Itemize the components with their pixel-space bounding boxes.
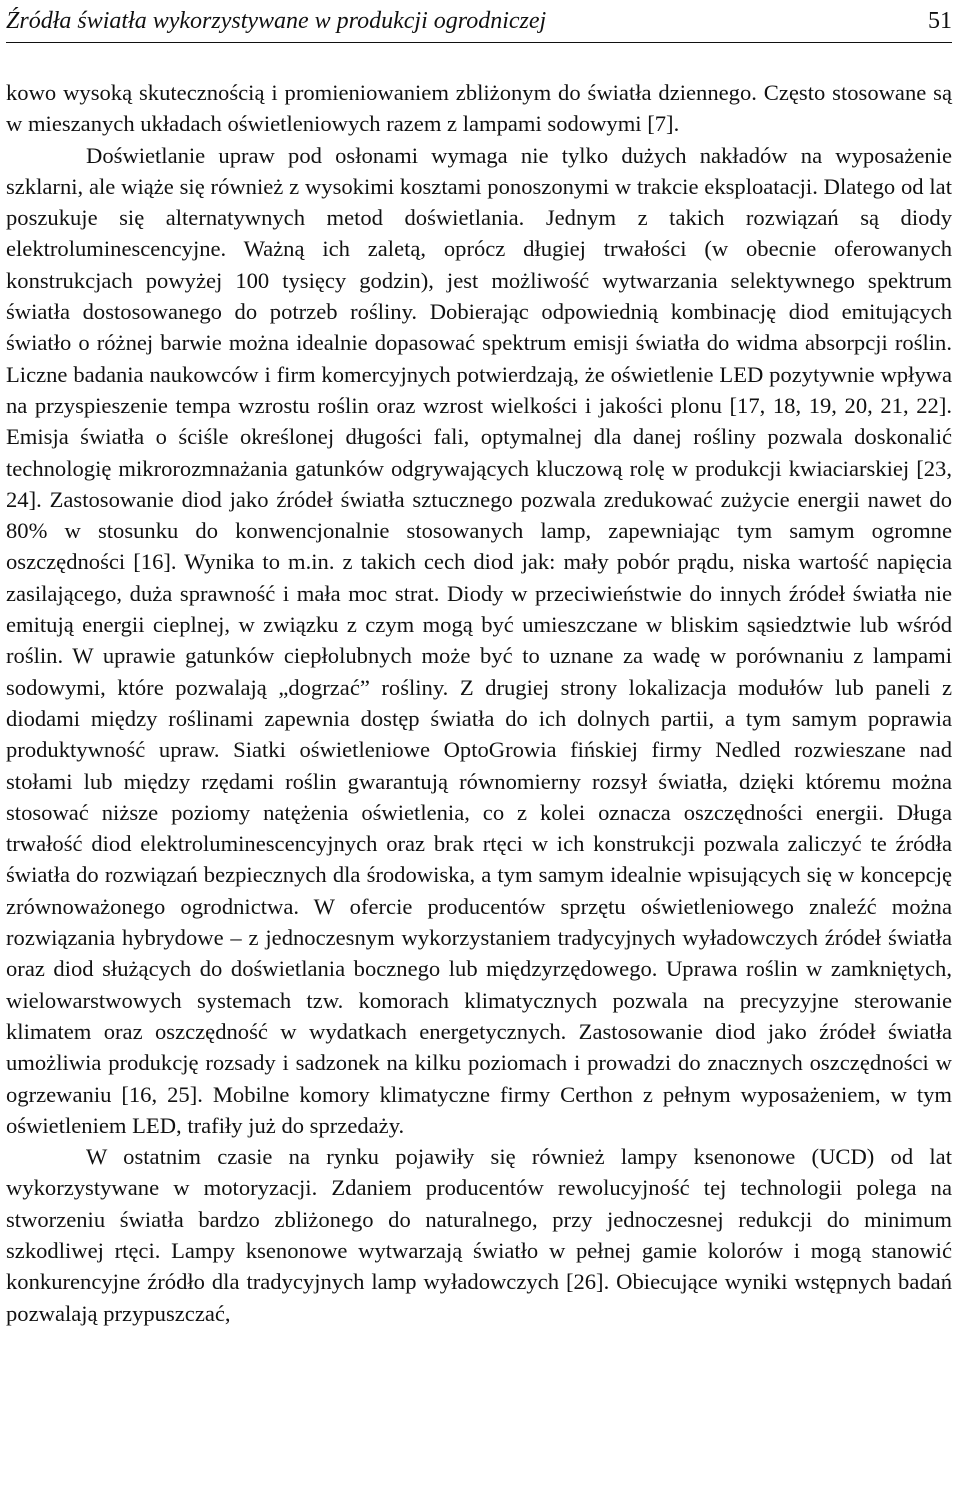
running-header — [6, 6, 952, 43]
paragraph-xenon-lamps: W ostatnim czasie na rynku pojawiły się również lampy ksenonowe (UCD) od lat wykorzystywane w motoryzacji. Zdaniem producentów rewolucyjność tej technologii polega na stworzeniu światła bardzo zbliżonego do naturalnego, przy jednoczesnej redukcji do minimum szkodliwej rtęci. Lampy ksenonowe wytwarzają światło w pełnej gamie kolorów i mogą stanowić konkurencyjne źródło dla tradycyjnych lamp wyładowczych [26]. Obiecujące wyniki wstępnych badań pozwalają przypuszczać, — [6, 1144, 952, 1326]
paragraph-continued: kowo wysoką skutecznością i promieniowaniem zbliżonym do światła dziennego. Często stosowane są w mieszanych układach oświetleniowych razem z lampami sodowymi [7]. — [6, 80, 952, 137]
body-text — [6, 77, 952, 1329]
running-title: Źródła światła wykorzystywane w produkcji ogrodniczej — [6, 8, 547, 34]
paragraph-led-diodes: Doświetlanie upraw pod osłonami wymaga nie tylko dużych nakładów na wyposażenie szklarni, ale wiąże się również z wysokimi kosztami ponoszonymi w trakcie eksploatacji. Dlatego od lat poszukuje się alternatywnych metod doświetlania. Jednym z takich rozwiązań są diody elektroluminescencyjne. Ważną ich zaletą, oprócz długiej trwałości (w obecnie oferowanych konstrukcjach powyżej 100 tysięcy godzin), jest możliwość wytwarzania selektywnego spektrum światła dostosowanego do potrzeb rośliny. Dobierając odpowiednią kombinację diod emitujących światło o różnej barwie można idealnie dopasować spektrum emisji światła do widma absorpcji roślin. Liczne badania naukowców i firm komercyjnych potwierdzają, że oświetlenie LED pozytywnie wpływa na przyspieszenie tempa wzrostu roślin oraz wzrost wielkości i jakości plonu [17, 18, 19, 20, 21, 22]. Emisja światła o ściśle określonej długości fali, optymalnej dla danej rośliny pozwala doskonalić technologię mikrorozmnażania gatunków odgrywających kluczową rolę w produkcji kwiaciarskiej [23, 24]. Zastosowanie diod jako źródeł światła sztucznego pozwala zredukować zużycie energii nawet do 80% w stosunku do konwencjonalnie stosowanych lamp, zapewniając tym samym ogromne oszczędności [16]. Wynika to m.in. z takich cech diod jak: mały pobór prądu, niska wartość napięcia zasilającego, duża sprawność i mała moc strat. Diody w przeciwieństwie do innych źródeł światła nie emitują energii cieplnej, w związku z czym mogą być umieszczane w bliskim sąsiedztwie lub wśród roślin. W uprawie gatunków ciepłolubnych może być to uznane za wadę w porównaniu z lampami sodowymi, które pozwalają „dogrzać” rośliny. Z drugiej strony lokalizacja modułów lub paneli z diodami między roślinami zapewnia dostęp światła do ich dolnych partii, a tym samym poprawia produktywność upraw. Siatki oświetleniowe OptoGrowia fińskiej firmy Nedled rozwieszane nad stołami lub między rzędami roślin gwarantują równomierny rozsył światła, dzięki któremu można stosować niższe poziomy natężenia oświetlenia, co z kolei oznacza oszczędności energii. Długa trwałość diod elektroluminescencyjnych oraz brak rtęci w ich konstrukcji pozwala zaliczyć te źródła światła do rozwiązań bezpiecznych dla środowiska, a tym samym idealnie wpisujących się w koncepcję zrównoważonego ogrodnictwa. W ofercie producentów sprzętu oświetleniowego znaleźć można rozwiązania hybrydowe – z jednoczesnym wykorzystaniem tradycyjnych wyładowczych źródeł światła oraz diod służących do doświetlania bocznego lub międzyrzędowego. Uprawa roślin w zamkniętych, wielowarstwowych systemach tzw. komorach klimatycznych pozwala na precyzyjne sterowanie klimatem oraz oszczędność w wydatkach energetycznych. Zastosowanie diod jako źródeł światła umożliwia produkcję rozsady i sadzonek na kilku poziomach i prowadzi do znacznych oszczędności w ogrzewaniu [16, 25]. Mobilne komory klimatyczne firmy Certhon z pełnym wyposażeniem, w tym oświetleniem LED, trafiły już do sprzedaży. — [6, 142, 952, 1138]
page-number: 51 — [928, 8, 952, 34]
